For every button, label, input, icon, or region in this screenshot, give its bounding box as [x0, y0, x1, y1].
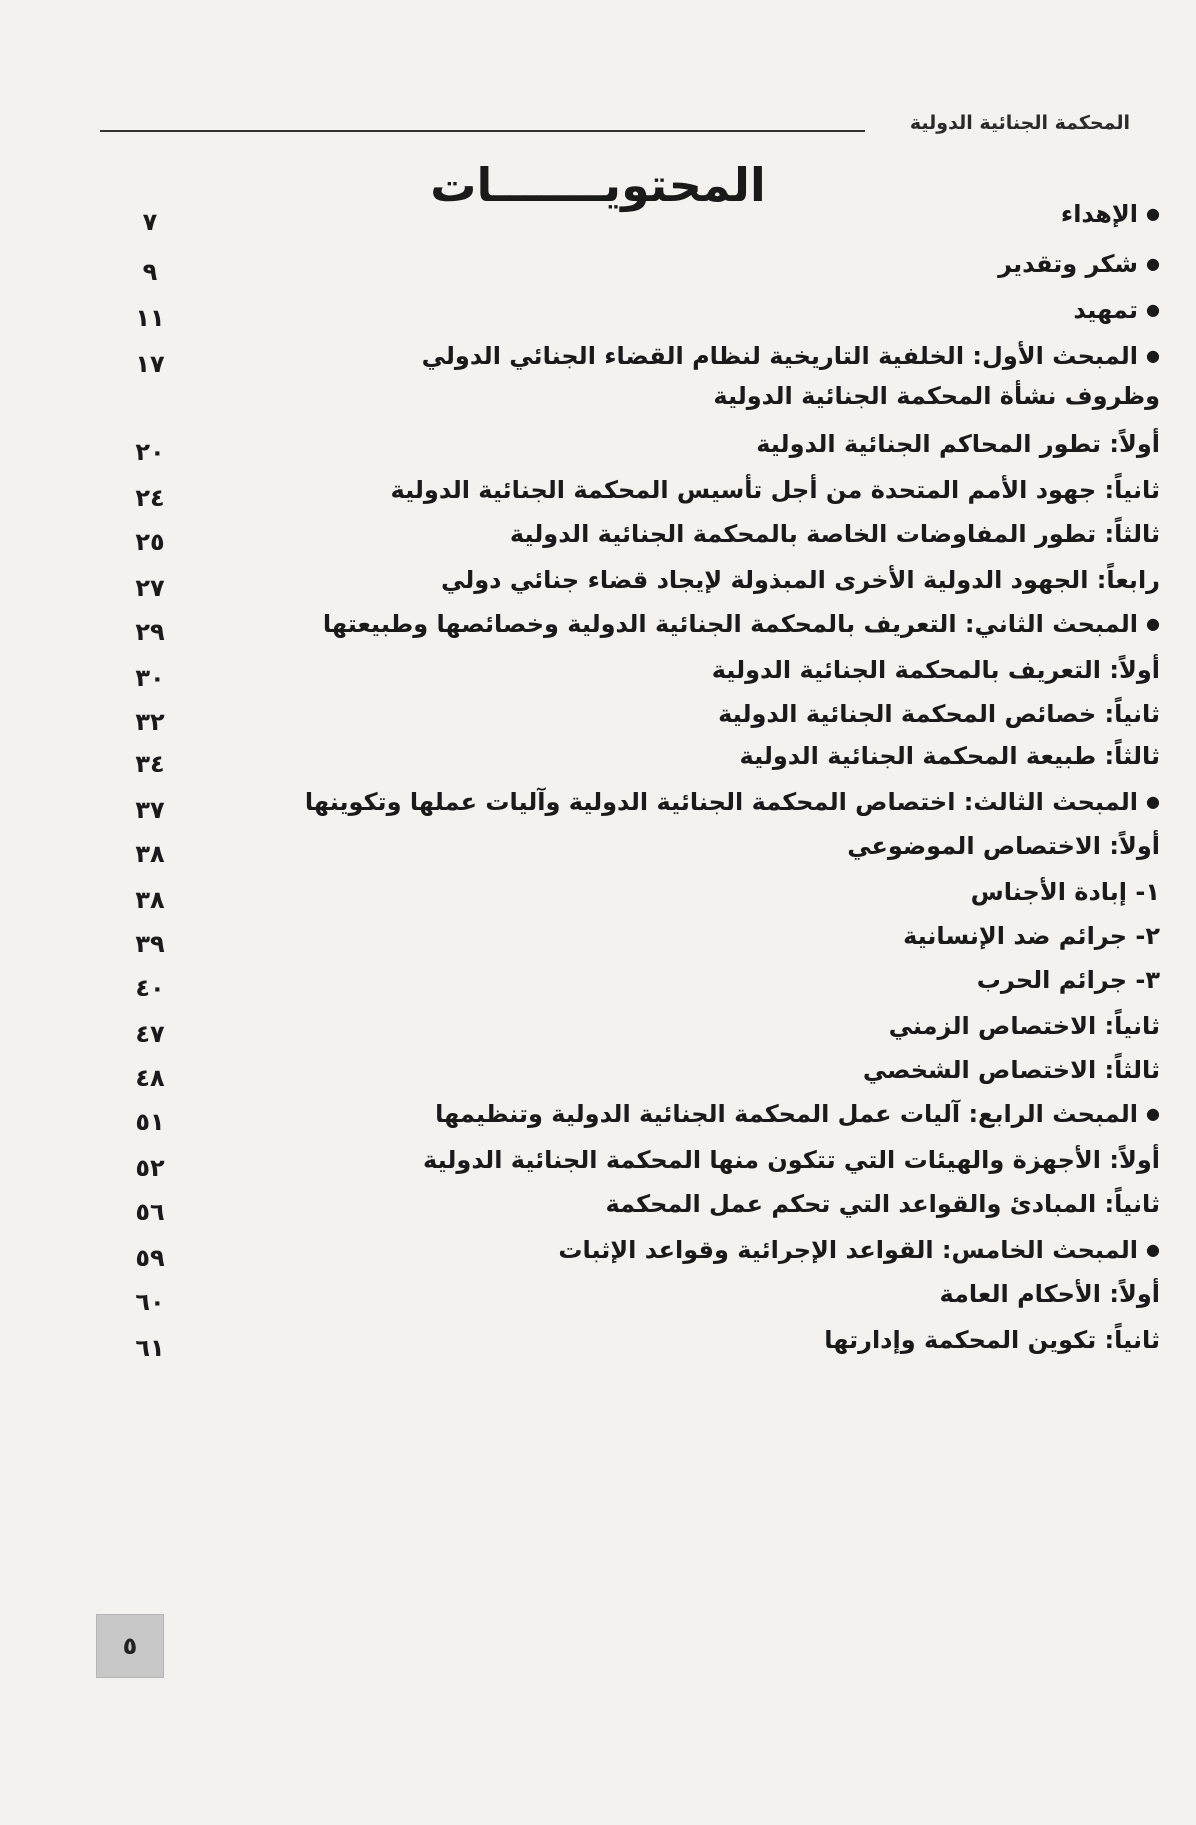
- bullet-icon: ●: [1146, 346, 1160, 365]
- toc-entry: [120, 200, 1160, 250]
- toc-entry-text: ثانياً: جهود الأمم المتحدة من أجل تأسيس المحكمة الجنائية الدولية: [390, 476, 1160, 504]
- toc-entry-text: تمهيد: [1073, 296, 1139, 324]
- toc-entry: [120, 1056, 1160, 1106]
- header-rule: [100, 130, 865, 132]
- toc-entry-title: [718, 700, 1160, 728]
- toc-entry-text: ١- إبادة الأجناس: [970, 878, 1160, 906]
- toc-page-number: ٧: [142, 208, 158, 236]
- toc-entry: [120, 878, 1160, 928]
- toc-page-number: ٤٨: [135, 1064, 165, 1092]
- toc-page-number: ١١: [135, 304, 165, 332]
- toc-entry-title: [713, 382, 1160, 410]
- toc-entry-title: [863, 1056, 1160, 1084]
- toc-page-number: ٥٦: [135, 1198, 165, 1226]
- toc-page-number: ٦٠: [135, 1288, 165, 1316]
- toc-entry-title: [510, 520, 1160, 548]
- toc-entry-text: شكر وتقدير: [998, 250, 1139, 278]
- toc-entry-title: [998, 250, 1160, 278]
- toc-entry-text: ثالثاً: طبيعة المحكمة الجنائية الدولية: [739, 742, 1160, 770]
- bullet-icon: ●: [1146, 1104, 1160, 1123]
- toc-page-number: ٤٧: [135, 1020, 165, 1048]
- toc-entry-title: [756, 430, 1160, 458]
- toc-page-number: ٣٢: [135, 708, 165, 736]
- toc-entry-text: ٢- جرائم ضد الإنسانية: [903, 922, 1160, 950]
- toc-entry-title: [323, 610, 1160, 638]
- toc-entry-title: [605, 1190, 1160, 1218]
- toc-entry-title: [558, 1236, 1160, 1264]
- toc-entry-text: أولاً: الاختصاص الموضوعي: [847, 832, 1160, 860]
- toc-entry-title: [847, 832, 1160, 860]
- toc-page-number: ٣٨: [135, 840, 165, 868]
- toc-entry: [120, 1190, 1160, 1240]
- toc-page-number: ٥٢: [135, 1154, 165, 1182]
- toc-page-number: ٩: [142, 258, 158, 286]
- page-title: المحتويـــــــات: [430, 158, 766, 212]
- toc-page-number: ٢٤: [135, 484, 165, 512]
- toc-entry-text: ثانياً: المبادئ والقواعد التي تحكم عمل المحكمة: [605, 1190, 1160, 1218]
- bullet-icon: ●: [1146, 792, 1160, 811]
- toc-page-number: ٣٧: [135, 796, 165, 824]
- toc-entry-text: ثانياً: تكوين المحكمة وإدارتها: [824, 1326, 1160, 1354]
- toc-entry-title: [423, 1146, 1160, 1174]
- toc-entry: [120, 1146, 1160, 1196]
- bullet-icon: ●: [1146, 300, 1160, 319]
- toc-entry-text: وظروف نشأة المحكمة الجنائية الدولية: [713, 382, 1160, 410]
- toc-entry-title: [940, 1280, 1161, 1308]
- toc-entry-text: أولاً: الأجهزة والهيئات التي تتكون منها المحكمة الجنائية الدولية: [423, 1146, 1160, 1174]
- toc-page-number: ٥١: [135, 1108, 165, 1136]
- toc-entry: [120, 250, 1160, 300]
- toc-entry-text: المبحث الأول: الخلفية التاريخية لنظام القضاء الجنائي الدولي: [421, 342, 1139, 370]
- toc-entry: [120, 832, 1160, 882]
- toc-entry: [120, 742, 1160, 792]
- toc-entry-title: [712, 656, 1160, 684]
- toc-entry-text: المبحث الرابع: آليات عمل المحكمة الجنائية الدولية وتنظيمها: [435, 1100, 1139, 1128]
- toc-page-number: ٢٩: [135, 618, 165, 646]
- toc-entry: [120, 520, 1160, 570]
- toc-entry-title: [1073, 296, 1160, 324]
- toc-entry: [120, 656, 1160, 706]
- toc-page-number: ٤٠: [135, 974, 165, 1002]
- toc-entry: [120, 1100, 1160, 1150]
- toc-entry: [120, 296, 1160, 346]
- toc-page-number: ٥٩: [135, 1244, 165, 1272]
- toc-entry-title: [903, 922, 1160, 950]
- toc-entry: [120, 382, 1160, 432]
- toc-page-number: ٢٧: [135, 574, 165, 602]
- toc-entry-text: المبحث الخامس: القواعد الإجرائية وقواعد الإثبات: [558, 1236, 1139, 1264]
- toc-entry-title: [977, 966, 1160, 994]
- bullet-icon: ●: [1146, 204, 1160, 223]
- page-number: ٥: [122, 1632, 138, 1660]
- toc-entry-text: ٣- جرائم الحرب: [976, 966, 1160, 994]
- toc-entry: [120, 788, 1160, 838]
- bullet-icon: ●: [1146, 254, 1160, 273]
- toc-entry-title: [889, 1012, 1160, 1040]
- running-header: [100, 112, 1130, 142]
- toc-entry-title: [1061, 200, 1160, 228]
- toc-entry-title: [435, 1100, 1160, 1128]
- toc-page-number: ١٧: [135, 350, 165, 378]
- toc-entry-text: رابعاً: الجهود الدولية الأخرى المبذولة لإيجاد قضاء جنائي دولي: [440, 566, 1160, 594]
- toc-entry-title: [824, 1326, 1160, 1354]
- toc-entry-text: أولاً: الأحكام العامة: [939, 1280, 1160, 1308]
- toc-entry-text: أولاً: تطور المحاكم الجنائية الدولية: [756, 430, 1160, 458]
- toc-entry: [120, 922, 1160, 972]
- toc-entry-text: ثالثاً: الاختصاص الشخصي: [862, 1056, 1160, 1084]
- toc-entry: [120, 566, 1160, 616]
- toc-entry: [120, 1280, 1160, 1330]
- toc-entry-title: [422, 342, 1160, 370]
- bullet-icon: ●: [1146, 614, 1160, 633]
- toc-entry-text: أولاً: التعريف بالمحكمة الجنائية الدولية: [711, 656, 1160, 684]
- toc-page-number: ٣٠: [135, 664, 165, 692]
- toc-page-number: ٣٨: [135, 886, 165, 914]
- page-number-box: [96, 1614, 164, 1678]
- toc-entry: [120, 610, 1160, 660]
- toc-page-number: ٣٩: [135, 930, 165, 958]
- toc-entry-text: ثالثاً: تطور المفاوضات الخاصة بالمحكمة الجنائية الدولية: [509, 520, 1160, 548]
- toc-page-number: ٢٠: [135, 438, 165, 466]
- toc-entry: [120, 1236, 1160, 1286]
- toc-entry-text: المبحث الثالث: اختصاص المحكمة الجنائية الدولية وآليات عملها وتكوينها: [304, 788, 1139, 816]
- toc-entry-title: [391, 476, 1160, 504]
- toc-entry-text: المبحث الثاني: التعريف بالمحكمة الجنائية الدولية وخصائصها وطبيعتها: [322, 610, 1139, 638]
- toc-entry-title: [441, 566, 1160, 594]
- toc-entry-text: ثانياً: خصائص المحكمة الجنائية الدولية: [718, 700, 1160, 728]
- toc-entry: [120, 476, 1160, 526]
- toc-entry: [120, 1326, 1160, 1376]
- toc-entry: [120, 430, 1160, 480]
- toc-entry: [120, 1012, 1160, 1062]
- toc-page-number: ٣٤: [135, 750, 165, 778]
- toc-entry-title: [971, 878, 1160, 906]
- toc-page-number: ٦١: [135, 1334, 165, 1362]
- toc-entry: [120, 966, 1160, 1016]
- bullet-icon: ●: [1146, 1240, 1160, 1259]
- toc-page-number: ٢٥: [135, 528, 165, 556]
- running-title: المحكمة الجنائية الدولية: [900, 112, 1130, 134]
- toc-entry-text: ثانياً: الاختصاص الزمني: [888, 1012, 1160, 1040]
- toc-entry-text: الإهداء: [1060, 200, 1139, 228]
- toc-entry-title: [305, 788, 1160, 816]
- toc-entry-title: [740, 742, 1160, 770]
